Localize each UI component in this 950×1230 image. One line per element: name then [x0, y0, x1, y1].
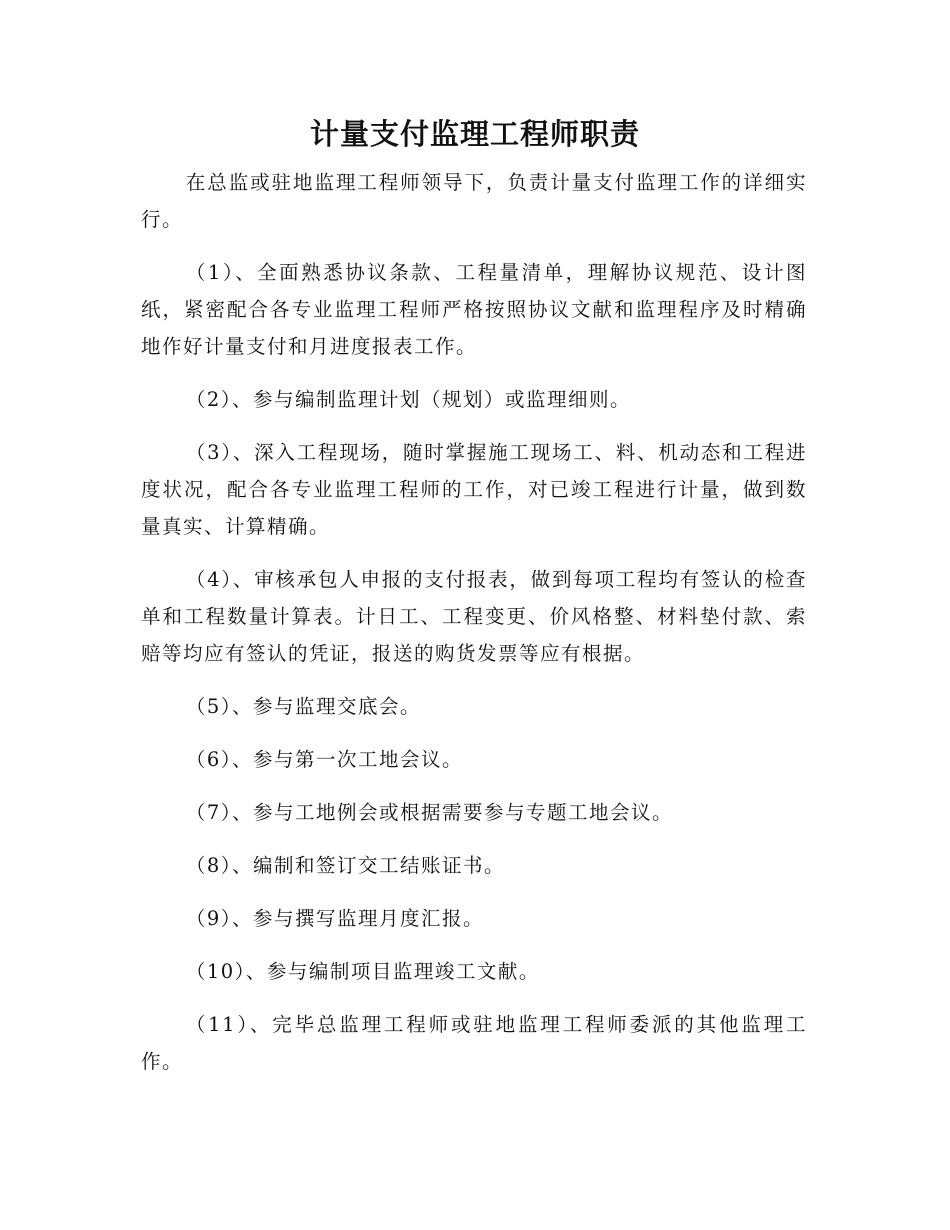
duty-item-6: （6）、参与第一次工地会议。 [185, 748, 464, 771]
duty-item-1: （1）、全面熟悉协议条款、工程量清单，理解协议规范、设计图纸，紧密配合各专业监理工程师严格按照协议文献和监理程序及时精确地作好计量支付和月进度报表工作。 [141, 261, 807, 358]
duty-item-2: （2）、参与编制监理计划（规划）或监理细则。 [185, 388, 632, 411]
duty-item-7: （7）、参与工地例会或根据需要参与专题工地会议。 [185, 801, 674, 824]
document-title: 计量支付监理工程师职责 [309, 117, 640, 151]
duty-item-3: （3）、深入工程现场，随时掌握施工现场工、料、机动态和工程进度状况，配合各专业监理工程师的工作，对已竣工程进行计量，做到数量真实、计算精确。 [141, 441, 807, 538]
duty-item-10: （10）、参与编制项目监理竣工文献。 [185, 960, 540, 983]
document-body [141, 164, 807, 1080]
duty-item-9: （9）、参与撰写监理月度汇报。 [185, 907, 485, 930]
duty-item-5: （5）、参与监理交底会。 [185, 695, 422, 718]
intro-paragraph: 在总监或驻地监理工程师领导下，负责计量支付监理工作的详细实行。 [141, 171, 807, 231]
duty-item-11: （11）、完毕总监理工程师或驻地监理工程师委派的其他监理工作。 [141, 1013, 807, 1073]
duty-item-4: （4）、审核承包人申报的支付报表，做到每项工程均有签认的检查单和工程数量计算表。计日工、工程变更、价风格整、材料垫付款、索赔等均应有签认的凭证，报送的购货发票等应有根据。 [141, 568, 807, 665]
duty-item-8: （8）、编制和签订交工结账证书。 [185, 854, 506, 877]
